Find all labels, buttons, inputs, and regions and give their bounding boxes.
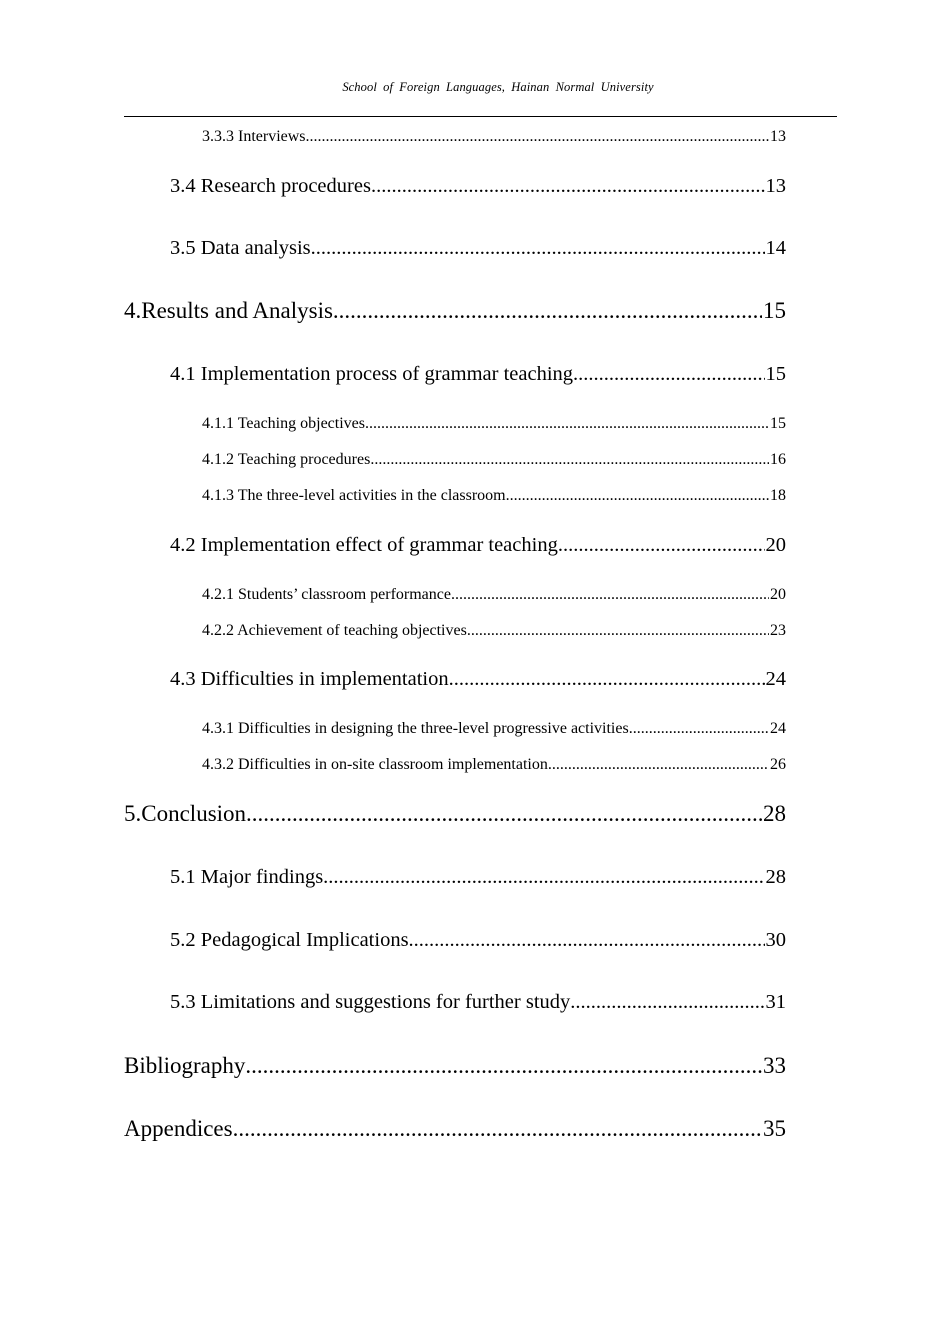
toc-page-number: 18 (770, 487, 786, 504)
toc-leader (306, 128, 769, 146)
toc-page-number: 26 (770, 756, 786, 773)
toc-leader (370, 451, 769, 469)
toc-entry-4-1-1[interactable] (202, 415, 786, 433)
toc-page-number: 31 (765, 991, 786, 1013)
toc-leader (333, 298, 762, 324)
toc-entry-label: 3.5 Data analysis (170, 237, 311, 259)
toc-page-number: 16 (770, 451, 786, 468)
toc-page-number: 35 (763, 1116, 786, 1141)
toc-entry-3-4[interactable] (170, 175, 786, 198)
toc-entry-label: 3.3.3 Interviews (202, 128, 306, 145)
toc-page-number: 23 (770, 622, 786, 639)
toc-page-number: 20 (770, 586, 786, 603)
toc-entry-label: 4.3.1 Difficulties in designing the three-level progressive activities (202, 720, 629, 737)
toc-entry-4-2[interactable] (170, 534, 786, 557)
toc-leader (311, 237, 765, 260)
toc-entry-label: 3.4 Research procedures (170, 175, 371, 197)
toc-entry-4-2-2[interactable] (202, 622, 786, 640)
toc-leader (573, 363, 764, 386)
toc-leader (371, 175, 765, 198)
toc-leader (245, 1053, 762, 1079)
toc-entry-5-3[interactable] (170, 991, 786, 1014)
toc-leader (467, 622, 769, 640)
toc-entry-3-5[interactable] (170, 237, 786, 260)
toc-entry-label: 5.1 Major findings (170, 866, 324, 888)
toc-entry-label: 5.2 Pedagogical Implications (170, 929, 409, 951)
toc-entry-5-1[interactable] (170, 866, 786, 889)
page-header: School of Foreign Languages, Hainan Normal University (342, 80, 654, 94)
toc-leader (506, 487, 769, 505)
toc-entry-4-3-2[interactable] (202, 756, 786, 774)
toc-leader (323, 866, 764, 889)
toc-entry-label: 4.1.3 The three-level activities in the classroom (202, 487, 506, 504)
toc-entry-label: 4.2.2 Achievement of teaching objectives (202, 622, 467, 639)
toc-page-number: 24 (770, 720, 786, 737)
toc-leader (246, 801, 762, 827)
toc-leader (558, 534, 765, 557)
toc-page-number: 15 (765, 363, 786, 385)
toc-page-number: 15 (763, 298, 786, 323)
toc-page-number: 14 (765, 237, 786, 259)
toc-entry-label: 4.2.1 Students’ classroom performance (202, 586, 451, 603)
toc-entry-5[interactable] (124, 801, 786, 827)
toc-entry-label: 4.1.1 Teaching objectives (202, 415, 365, 432)
toc-entry-4-1[interactable] (170, 363, 786, 386)
toc-entry-label: 4.2 Implementation effect of grammar teaching (170, 534, 558, 556)
toc-leader (629, 720, 769, 738)
toc-leader (409, 929, 765, 952)
toc-entry-label: 4.3.2 Difficulties in on-site classroom implementation (202, 756, 548, 773)
toc-entry-appendices[interactable] (124, 1116, 786, 1142)
toc-entry-label: Bibliography (124, 1053, 246, 1078)
toc-entry-4[interactable] (124, 298, 786, 324)
toc-entry-4-2-1[interactable] (202, 586, 786, 604)
toc-entry-label: 5.Conclusion (124, 801, 247, 826)
toc-page-number: 28 (765, 866, 786, 888)
toc-entry-5-2[interactable] (170, 929, 786, 952)
toc-entry-label: 4.Results and Analysis (124, 298, 333, 323)
toc-entry-4-1-2[interactable] (202, 451, 786, 469)
toc-entry-4-3[interactable] (170, 668, 786, 691)
toc-page-number: 13 (770, 128, 786, 145)
toc-leader (449, 668, 765, 691)
toc-entry-4-3-1[interactable] (202, 720, 786, 738)
toc-page-number: 28 (763, 801, 786, 826)
toc-page-number: 24 (765, 668, 786, 690)
toc-entry-label: 4.1 Implementation process of grammar teaching (170, 363, 574, 385)
toc-entry-label: 4.1.2 Teaching procedures (202, 451, 371, 468)
toc-page-number: 20 (765, 534, 786, 556)
toc-page-number: 15 (770, 415, 786, 432)
toc-entry-label: 5.3 Limitations and suggestions for further study (170, 991, 571, 1013)
toc-leader (365, 415, 769, 433)
toc-page-number: 33 (763, 1053, 786, 1078)
toc-leader (570, 991, 764, 1014)
toc-page-number: 13 (765, 175, 786, 197)
toc-page-number: 30 (765, 929, 786, 951)
toc-entry-label: Appendices (124, 1116, 233, 1141)
toc-leader (451, 586, 769, 604)
toc-entry-3-3-3[interactable] (202, 128, 786, 146)
toc-entry-label: 4.3 Difficulties in implementation (170, 668, 449, 690)
toc-entry-bibliography[interactable] (124, 1053, 786, 1079)
toc-entry-4-1-3[interactable] (202, 487, 786, 505)
toc-leader (548, 756, 769, 774)
toc-leader (233, 1116, 762, 1142)
